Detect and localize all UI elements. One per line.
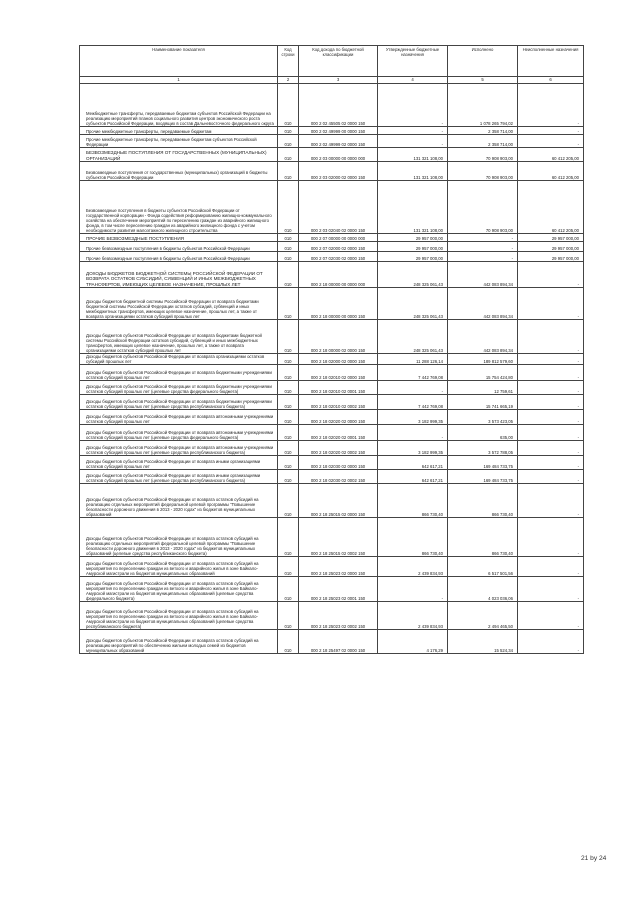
row-income-code: 000 2 18 25015 02 0002 150 — [299, 518, 378, 557]
table-row — [80, 84, 584, 127]
table-row — [80, 557, 584, 577]
column-number-row — [80, 77, 584, 84]
row-income-code: 000 2 07 00000 00 0000 000 — [299, 234, 378, 242]
column-number: 2 — [278, 77, 299, 84]
row-income-code: 000 2 18 00000 02 0000 150 — [299, 320, 378, 354]
row-executed: 70 908 903,00 — [448, 162, 518, 181]
table-row — [80, 456, 584, 470]
row-line-code: 010 — [278, 365, 299, 381]
table-row — [80, 135, 584, 148]
header-income-code: Код дохода по бюджетной классификации — [299, 46, 378, 77]
row-executed: 12 759,61 — [448, 381, 518, 395]
row-approved: 29 957 000,00 — [378, 234, 448, 242]
row-line-code: 010 — [278, 148, 299, 162]
row-name: БЕЗВОЗМЕЗДНЫЕ ПОСТУПЛЕНИЯ ОТ ГОСУДАРСТВЕННЫХ (МУНИЦИПАЛЬНЫХ) ОРГАНИЗАЦИЙ — [80, 148, 278, 162]
table-row — [80, 234, 584, 242]
row-income-code: 000 2 18 02010 02 0001 150 — [299, 381, 378, 395]
row-line-code: 010 — [278, 484, 299, 518]
row-executed: 442 083 894,34 — [448, 288, 518, 320]
row-name: Прочие безвозмездные поступления в бюджеты субъектов Российской Федерации — [80, 252, 278, 262]
row-approved: 29 957 000,00 — [378, 242, 448, 252]
row-line-code: 010 — [278, 234, 299, 242]
row-income-code: 000 2 07 02030 02 0000 150 — [299, 252, 378, 262]
header-executed: Исполнено — [448, 46, 518, 77]
row-executed: - — [448, 252, 518, 262]
row-income-code: 000 2 07 02000 02 0000 150 — [299, 242, 378, 252]
row-approved: - — [378, 84, 448, 127]
table-header-row — [80, 46, 584, 77]
table-row — [80, 425, 584, 441]
row-name: Доходы бюджетов субъектов Российской Федерации от возврата организациями остатков субсидий прошлых лет — [80, 354, 278, 365]
row-income-code: 000 2 18 25023 02 0002 150 — [299, 602, 378, 630]
row-line-code: 010 — [278, 262, 299, 288]
table-row — [80, 381, 584, 395]
row-name: Доходы бюджетов субъектов Российской Федерации от возврата автономными учреждениями остатков субсидий прошлых лет (целевые средства республиканского бюджета) — [80, 441, 278, 456]
row-name: Доходы бюджетов субъектов Российской Федерации от возврата остатков субсидий на реализацию мероприятий по обеспечению жильем молодых семей из бюджетов муниципальных образований — [80, 630, 278, 654]
row-income-code: 000 2 18 02000 02 0000 150 — [299, 354, 378, 365]
row-unexecuted: 29 957 000,00 — [518, 252, 584, 262]
table-row — [80, 484, 584, 518]
row-approved: 248 325 061,43 — [378, 320, 448, 354]
column-number: 4 — [378, 77, 448, 84]
row-income-code: 000 2 18 02030 02 0002 150 — [299, 470, 378, 484]
row-name: Доходы бюджетов субъектов Российской Федерации от возврата остатков субсидий на реализацию отдельных мероприятий федеральной целевой программы "Повышение безопасности дорожного движения в 2013 - 2020 годах" из бюджетов муниципальных образований (целевые средства республиканского бюджета) — [80, 518, 278, 557]
row-unexecuted: - — [518, 557, 584, 577]
row-line-code: 010 — [278, 288, 299, 320]
row-unexecuted: - — [518, 320, 584, 354]
row-line-code: 010 — [278, 602, 299, 630]
row-approved: 131 321 108,00 — [378, 148, 448, 162]
column-number: 3 — [299, 77, 378, 84]
row-line-code: 010 — [278, 181, 299, 234]
row-executed: 4 023 036,06 — [448, 577, 518, 602]
row-name: Безвозмездные поступления в бюджеты субъектов Российской Федерации от государственной корпорации - Фонда содействия реформированию жилищно-коммунального хозяйства на обеспечение мероприятий по переселению граждан из аварийного жилищного фонда, в том числе переселению граждан из аварийного жилищного фонда с учетом необходимости развития малоэтажного жилищного строительства — [80, 181, 278, 234]
row-name: Доходы бюджетов субъектов Российской Федерации от возврата бюджетными учреждениями остатков субсидий прошлых лет — [80, 365, 278, 381]
row-name: Прочие безвозмездные поступления в бюджеты субъектов Российской Федерации — [80, 242, 278, 252]
row-approved: 7 442 769,08 — [378, 365, 448, 381]
row-approved: 866 730,40 — [378, 484, 448, 518]
table-row — [80, 630, 584, 654]
row-income-code: 000 2 18 02030 02 0000 150 — [299, 456, 378, 470]
row-unexecuted: - — [518, 262, 584, 288]
row-name: Доходы бюджетов субъектов Российской Федерации от возврата остатков субсидий на мероприятия по переселению граждан из ветхого и аварийного жилья в зоне Байкало-Амурской магистрали из бюджетов муниципальных образований — [80, 557, 278, 577]
header-unexecuted: Неисполненные назначения — [518, 46, 584, 77]
row-executed: 866 730,40 — [448, 518, 518, 557]
row-name: Доходы бюджетов субъектов Российской Федерации от возврата бюджетными учреждениями остатков субсидий прошлых лет (целевые средства федерального бюджета) — [80, 381, 278, 395]
row-income-code: 000 2 02 45505 02 0000 150 — [299, 84, 378, 127]
row-unexecuted: - — [518, 630, 584, 654]
row-income-code: 000 2 18 02020 02 0002 150 — [299, 441, 378, 456]
row-unexecuted: - — [518, 518, 584, 557]
row-executed: - — [448, 234, 518, 242]
row-unexecuted: - — [518, 288, 584, 320]
row-unexecuted: - — [518, 602, 584, 630]
row-line-code: 010 — [278, 518, 299, 557]
table-row — [80, 470, 584, 484]
row-name: ПРОЧИЕ БЕЗВОЗМЕЗДНЫЕ ПОСТУПЛЕНИЯ — [80, 234, 278, 242]
row-approved: 3 182 999,35 — [378, 410, 448, 425]
table-row — [80, 162, 584, 181]
row-line-code: 010 — [278, 630, 299, 654]
row-approved: 2 439 834,93 — [378, 602, 448, 630]
table-row — [80, 127, 584, 135]
row-income-code: 000 2 03 02040 02 0000 150 — [299, 181, 378, 234]
row-executed: 70 908 903,00 — [448, 181, 518, 234]
row-line-code: 010 — [278, 456, 299, 470]
row-line-code: 010 — [278, 557, 299, 577]
row-executed: 442 083 894,34 — [448, 262, 518, 288]
row-approved: 2 439 834,93 — [378, 557, 448, 577]
row-line-code: 010 — [278, 252, 299, 262]
table-body — [80, 84, 584, 654]
row-line-code: 010 — [278, 441, 299, 456]
table-row — [80, 518, 584, 557]
row-line-code: 010 — [278, 577, 299, 602]
row-approved: 131 321 108,00 — [378, 181, 448, 234]
row-income-code: 000 2 18 02010 02 0002 150 — [299, 395, 378, 410]
table-row — [80, 148, 584, 162]
row-income-code: 000 2 18 25023 02 0000 150 — [299, 557, 378, 577]
row-executed: 635,00 — [448, 425, 518, 441]
row-line-code: 010 — [278, 127, 299, 135]
row-unexecuted: - — [518, 365, 584, 381]
row-executed: 15 754 424,80 — [448, 365, 518, 381]
row-name: Безвозмездные поступления от государственных (муниципальных) организаций в бюджеты субъектов Российской Федерации — [80, 162, 278, 181]
row-line-code: 010 — [278, 354, 299, 365]
row-line-code: 010 — [278, 410, 299, 425]
row-approved: - — [378, 127, 448, 135]
row-income-code: 000 2 18 25497 02 0000 150 — [299, 630, 378, 654]
row-unexecuted: - — [518, 441, 584, 456]
row-income-code: 000 2 18 02020 02 0001 150 — [299, 425, 378, 441]
row-income-code: 000 2 18 00000 00 0000 000 — [299, 262, 378, 288]
row-line-code: 010 — [278, 242, 299, 252]
row-unexecuted: - — [518, 470, 584, 484]
table-row — [80, 441, 584, 456]
row-executed: 15 741 665,19 — [448, 395, 518, 410]
row-line-code: 010 — [278, 470, 299, 484]
table-row — [80, 181, 584, 234]
row-unexecuted: - — [518, 577, 584, 602]
row-name: Доходы бюджетов субъектов Российской Федерации от возврата остатков субсидий на мероприятия по переселению граждан из ветхого и аварийного жилья в зоне Байкало-Амурской магистрали из бюджетов муниципальных образований (целевые средства федерального бюджета) — [80, 577, 278, 602]
row-executed: - — [448, 242, 518, 252]
row-income-code: 000 2 03 00000 00 0000 000 — [299, 148, 378, 162]
row-approved: - — [378, 425, 448, 441]
row-approved: 248 325 061,43 — [378, 288, 448, 320]
row-approved: 7 442 769,08 — [378, 395, 448, 410]
row-unexecuted: 60 412 205,00 — [518, 181, 584, 234]
row-approved: 4 176,29 — [378, 630, 448, 654]
row-income-code: 000 2 18 02020 02 0000 150 — [299, 410, 378, 425]
row-name: Доходы бюджетов субъектов Российской Федерации от возврата иными организациями остатков субсидий прошлых лет (целевые средства республиканского бюджета) — [80, 470, 278, 484]
row-unexecuted: - — [518, 354, 584, 365]
row-executed: 442 083 894,34 — [448, 320, 518, 354]
table-row — [80, 577, 584, 602]
page-number: 21 by 24 — [581, 855, 607, 862]
row-unexecuted: 60 412 205,00 — [518, 148, 584, 162]
row-unexecuted: - — [518, 127, 584, 135]
row-executed: 1 078 265 794,02 — [448, 84, 518, 127]
row-income-code: 000 2 18 02010 02 0000 150 — [299, 365, 378, 381]
row-name: Доходы бюджетов субъектов Российской Федерации от возврата автономными учреждениями остатков субсидий прошлых лет — [80, 410, 278, 425]
row-unexecuted: 29 957 000,00 — [518, 234, 584, 242]
row-approved: - — [378, 135, 448, 148]
row-approved: 642 617,21 — [378, 470, 448, 484]
row-executed: 3 573 423,05 — [448, 410, 518, 425]
table-row — [80, 602, 584, 630]
row-unexecuted: - — [518, 84, 584, 127]
budget-report-sheet — [79, 45, 583, 654]
row-executed: 2 494 465,50 — [448, 602, 518, 630]
row-name: Доходы бюджетов субъектов Российской Федерации от возврата остатков субсидий на мероприятия по переселению граждан из ветхого и аварийного жилья в зоне Байкало-Амурской магистрали из бюджетов муниципальных образований (целевые средства республиканского бюджета) — [80, 602, 278, 630]
row-unexecuted: 29 957 000,00 — [518, 242, 584, 252]
row-approved: 11 288 126,14 — [378, 354, 448, 365]
row-approved: 3 182 999,35 — [378, 441, 448, 456]
row-unexecuted: - — [518, 425, 584, 441]
column-number: 5 — [448, 77, 518, 84]
table-row — [80, 288, 584, 320]
row-income-code: 000 2 02 49999 00 0000 150 — [299, 127, 378, 135]
row-approved: 642 617,21 — [378, 456, 448, 470]
row-approved: - — [378, 381, 448, 395]
table-row — [80, 365, 584, 381]
row-income-code: 000 2 18 25023 02 0001 150 — [299, 577, 378, 602]
row-unexecuted: - — [518, 381, 584, 395]
row-income-code: 000 2 02 49999 02 0000 150 — [299, 135, 378, 148]
row-executed: 189 812 579,60 — [448, 354, 518, 365]
column-number: 1 — [80, 77, 278, 84]
row-executed: 169 484 733,75 — [448, 470, 518, 484]
column-number: 6 — [518, 77, 584, 84]
row-executed: 2 358 714,00 — [448, 127, 518, 135]
row-income-code: 000 2 18 25015 02 0000 150 — [299, 484, 378, 518]
row-line-code: 010 — [278, 162, 299, 181]
row-unexecuted: - — [518, 484, 584, 518]
table-row — [80, 320, 584, 354]
table-row — [80, 410, 584, 425]
row-name: Прочие межбюджетные трансферты, передаваемые бюджетам — [80, 127, 278, 135]
row-name: Доходы бюджетов субъектов Российской Федерации от возврата остатков субсидий на реализацию отдельных мероприятий федеральной целевой программы "Повышение безопасности дорожного движения в 2013 - 2020 годах" из бюджетов муниципальных образований — [80, 484, 278, 518]
row-unexecuted: - — [518, 135, 584, 148]
row-executed: 70 908 903,00 — [448, 148, 518, 162]
row-name: Доходы бюджетов бюджетной системы Российской Федерации от возврата бюджетами бюджетной системы Российской Федерации остатков субсидий, субвенций и иных межбюджетных трансфертов, имеющих целевое назначение, прошлых лет, а также от возврата организациями остатков субсидий прошлых лет — [80, 288, 278, 320]
row-unexecuted: - — [518, 456, 584, 470]
row-executed: 3 572 788,05 — [448, 441, 518, 456]
row-name: Доходы бюджетов субъектов Российской Федерации от возврата бюджетными учреждениями остатков субсидий прошлых лет (целевые средства республиканского бюджета) — [80, 395, 278, 410]
row-line-code: 010 — [278, 395, 299, 410]
row-executed: 866 730,40 — [448, 484, 518, 518]
table-row — [80, 262, 584, 288]
row-line-code: 010 — [278, 320, 299, 354]
row-name: Доходы бюджетов субъектов Российской Федерации от возврата иными организациями остатков субсидий прошлых лет — [80, 456, 278, 470]
income-table — [79, 45, 584, 654]
row-executed: 2 358 714,00 — [448, 135, 518, 148]
table-row — [80, 354, 584, 365]
header-name: Наименование показателя — [80, 46, 278, 77]
row-line-code: 010 — [278, 135, 299, 148]
row-unexecuted: - — [518, 410, 584, 425]
row-executed: 6 517 501,56 — [448, 557, 518, 577]
row-name: Доходы бюджетов субъектов Российской Федерации от возврата автономными учреждениями остатков субсидий прошлых лет (целевые средства федерального бюджета) — [80, 425, 278, 441]
row-approved: - — [378, 577, 448, 602]
row-name: Межбюджетные трансферты, передаваемые бюджетам субъектов Российской Федерации на реализацию мероприятий планов социального развития центров экономического роста субъектов Российской Федерации, входящих в состав Дальневосточного федерального округа — [80, 84, 278, 127]
row-income-code: 000 2 03 02000 02 0000 150 — [299, 162, 378, 181]
row-name: ДОХОДЫ БЮДЖЕТОВ БЮДЖЕТНОЙ СИСТЕМЫ РОССИЙСКОЙ ФЕДЕРАЦИИ ОТ ВОЗВРАТА ОСТАТКОВ СУБСИДИЙ, СУБВЕНЦИЙ И ИНЫХ МЕЖБЮДЖЕТНЫХ ТРАНСФЕРТОВ, ИМЕЮЩИХ ЦЕЛЕВОЕ НАЗНАЧЕНИЕ, ПРОШЛЫХ ЛЕТ — [80, 262, 278, 288]
table-row — [80, 242, 584, 252]
row-approved: 131 321 108,00 — [378, 162, 448, 181]
row-unexecuted: - — [518, 395, 584, 410]
table-row — [80, 395, 584, 410]
row-unexecuted: 60 412 205,00 — [518, 162, 584, 181]
row-income-code: 000 2 18 00000 00 0000 150 — [299, 288, 378, 320]
row-approved: 866 730,40 — [378, 518, 448, 557]
row-line-code: 010 — [278, 84, 299, 127]
row-approved: 29 957 000,00 — [378, 252, 448, 262]
header-approved: Утвержденные бюджетные назначения — [378, 46, 448, 77]
header-line-code: Код строки — [278, 46, 299, 77]
row-approved: 248 325 061,43 — [378, 262, 448, 288]
row-name: Доходы бюджетов субъектов Российской Федерации от возврата бюджетами бюджетной системы Российской Федерации остатков субсидий, субвенций и иных межбюджетных трансфертов, имеющих целевое назначение, прошлых лет, а также от возврата организациями остатков субсидий прошлых лет — [80, 320, 278, 354]
row-line-code: 010 — [278, 425, 299, 441]
table-row — [80, 252, 584, 262]
row-line-code: 010 — [278, 381, 299, 395]
row-name: Прочие межбюджетные трансферты, передаваемые бюджетам субъектов Российской Федерации — [80, 135, 278, 148]
row-executed: 169 484 733,75 — [448, 456, 518, 470]
row-executed: 15 524,34 — [448, 630, 518, 654]
